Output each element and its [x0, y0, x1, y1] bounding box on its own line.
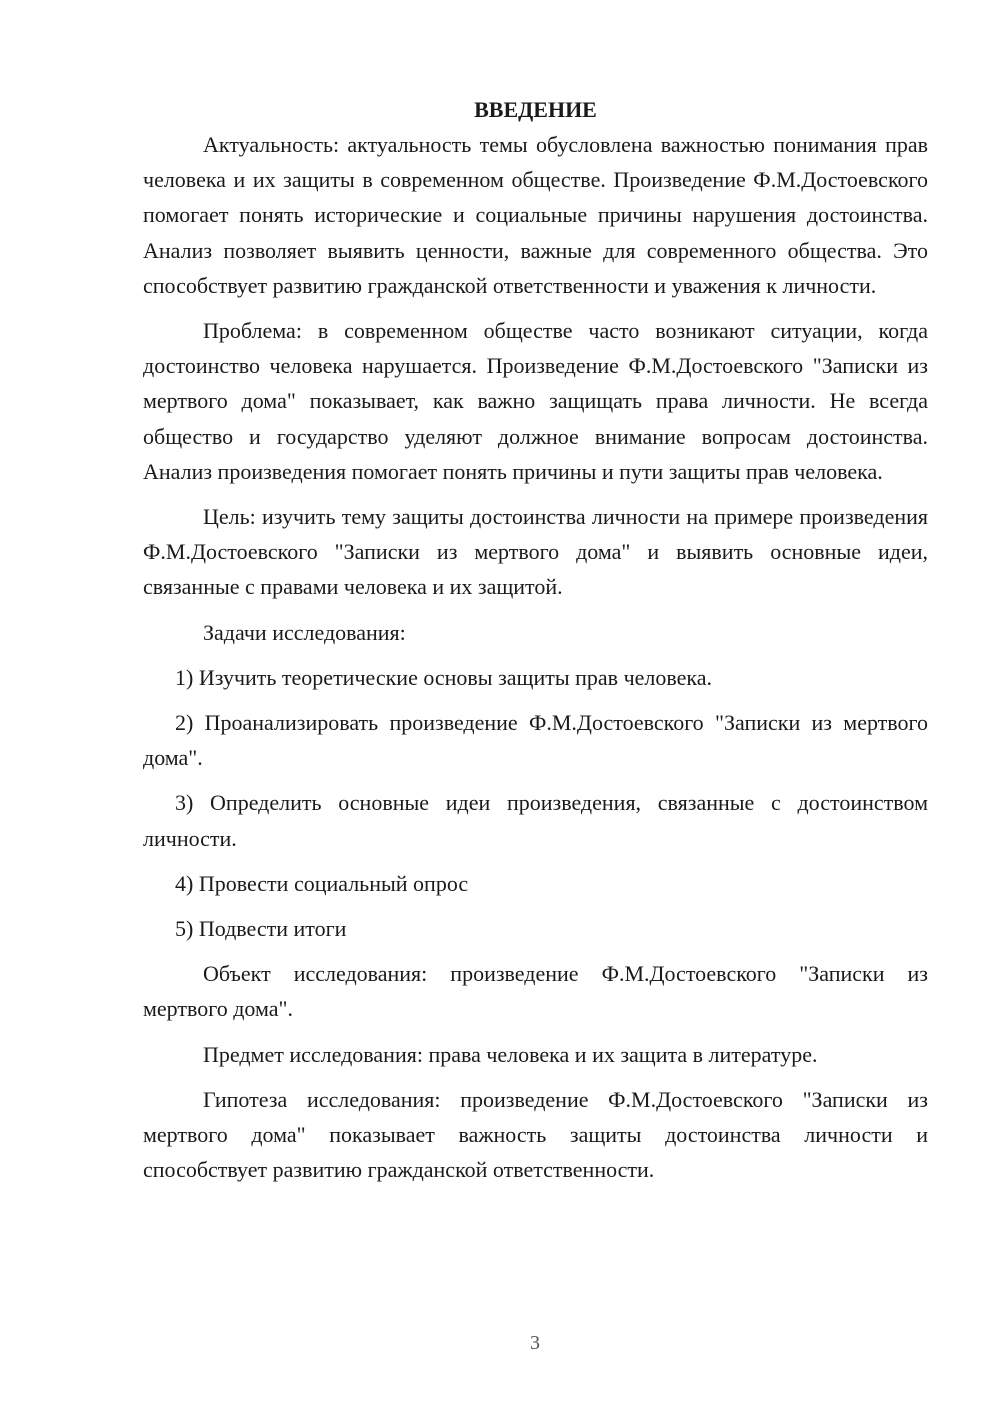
section-heading [143, 92, 928, 127]
hypothesis-paragraph: Гипотеза исследования: произведение Ф.М.Достоевского "Записки из мертвого дома" показывает важность защиты достоинства личности и способствует развитию гражданской ответственности. [143, 1086, 928, 1183]
task-item: 3) Определить основные идеи произведения, связанные с достоинством личности. [143, 790, 928, 851]
task-item: 1) Изучить теоретические основы защиты прав человека. [175, 664, 713, 690]
document-page [143, 92, 928, 1197]
tasks-heading: Задачи исследования: [203, 619, 406, 645]
object-paragraph: Объект исследования: произведение Ф.М.Достоевского "Записки из мертвого дома". [143, 961, 928, 1022]
problem-paragraph: Проблема: в современном обществе часто возникают ситуации, когда достоинство человека нарушается. Произведение Ф.М.Достоевского "Записки из мертвого дома" показывает, как важно защищать права личности. Не всегда общество и государство уделяют должное внимание вопросам достоинства. Анализ произведения помогает понять причины и пути защиты прав человека. [143, 318, 928, 484]
task-item: 5) Подвести итоги [175, 916, 347, 942]
subject-paragraph: Предмет исследования: права человека и их защита в литературе. [203, 1041, 818, 1067]
goal-paragraph: Цель: изучить тему защиты достоинства личности на примере произведения Ф.М.Достоевского "Записки из мертвого дома" и выявить основные идеи, связанные с правами человека и их защитой. [143, 504, 928, 600]
heading-text: ВВЕДЕНИЕ [474, 97, 597, 122]
task-item: 4) Провести социальный опрос [175, 870, 469, 896]
relevance-paragraph: Актуальность: актуальность темы обусловлена важностью понимания прав человека и их защиты в современном обществе. Произведение Ф.М.Достоевского помогает понять исторические и социальные причины нарушения достоинства. Анализ позволяет выявить ценности, важные для современного общества. Это способствует развитию гражданской ответственности и уважения к личности. [143, 132, 928, 298]
page-number: 3 [530, 1332, 540, 1354]
task-item: 2) Проанализировать произведение Ф.М.Достоевского "Записки из мертвого дома". [143, 710, 928, 771]
